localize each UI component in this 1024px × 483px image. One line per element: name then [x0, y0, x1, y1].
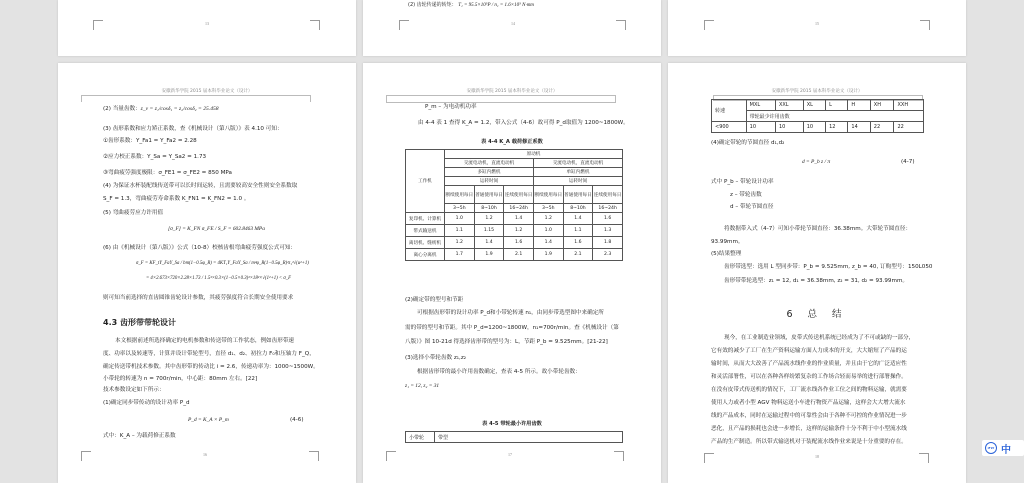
table-cell: 2.3 [593, 249, 623, 261]
paragraph-line: 齿形带选型：选用 L 型同步带：P_b = 9.525mm, z_b = 40, 订购型号：150L050 [724, 264, 933, 270]
table-cell: 1.6 [504, 237, 534, 249]
text-line: 式中：K_A – 为载荷修正系数 [103, 433, 176, 439]
margin-corner [399, 20, 409, 30]
table-cell: 离心分离机 [406, 249, 445, 261]
table-cell: 1.4 [533, 237, 563, 249]
margin-corner [704, 20, 714, 30]
table-cell: 离切机、缝纫机 [406, 237, 445, 249]
section-subtitle: (5)结果整理 [711, 251, 742, 257]
table-header: 交流电动机，直流电动机 [533, 159, 622, 168]
paragraph-line: 八版）》图 10-21d 得选择齿形带的型号为：L，节距 P_b = 9.525mm。[21-22] [405, 339, 608, 345]
table-cell: 1.2 [504, 225, 534, 237]
table-cell: 10 [803, 122, 825, 133]
table-header: 普通使用每日 [474, 186, 504, 204]
paragraph-line: 使用人力或者小型 AGV 物料运送小车进行物资产品运输，这样会大大增大流水 [711, 400, 906, 406]
table-cell: 8~10h [474, 204, 504, 213]
table-cell: 1.8 [593, 237, 623, 249]
table-row [406, 237, 623, 249]
paragraph-line: 恶化，且产品的损耗也会进一步增长，这样的运输条件十分不利于中小型流水线 [711, 426, 907, 432]
table-cell: 1.6 [593, 213, 623, 225]
table-cell: 16~24h [504, 204, 534, 213]
paragraph-line: 可根据齿形带的设计功率 P_d和小带轮转速 n₁，由同步带选型图中来确定所 [417, 310, 604, 316]
table-cell: 1.4 [563, 213, 593, 225]
paragraph-line: 将数据带入式（4-7）可知小带轮节圆直径：36.38mm。大带轮节圆直径： [724, 226, 912, 232]
table-cell: XL [803, 100, 825, 111]
table-header: 断续使用每日 [445, 186, 475, 204]
paragraph-line: 技术参数设定如下所示： [103, 387, 165, 393]
table-cell: XH [870, 100, 894, 111]
margin-corner [310, 20, 320, 30]
paragraph-line: 和灵活部署性，可以在各种各样纷繁复杂的工作场合轻而易举的进行部署操作。 [711, 374, 907, 380]
page-header: 安徽新华学院 2015 届本科毕业论文（设计） [161, 89, 253, 94]
formula-line: (2) 齿轮传递的转矩： T₁ = 95.5×10⁵P / n₁ = 1.6×10⁵ N·mm [408, 2, 534, 8]
table-row [406, 213, 623, 225]
table-cell: XXL [775, 100, 803, 111]
paragraph-line: 93.99mm。 [711, 239, 744, 245]
text-line: S_F = 1.3，弯曲疲劳寿命系数 K_FN1 = K_FN2 = 1.0 。 [103, 196, 250, 202]
header-rule [81, 95, 311, 102]
page-header: 安徽新华学院 2015 届本科毕业论文（设计） [771, 89, 863, 94]
table-header: 连续使用每日 [504, 186, 534, 204]
table-cell: 16~24h [593, 204, 623, 213]
page-number: 15 [815, 21, 819, 26]
table-header: 断续使用每日 [533, 186, 563, 204]
margin-corner [616, 20, 626, 30]
page-16 [58, 63, 356, 483]
page-number: 13 [205, 21, 209, 26]
section-subtitle: (2)确定带的型号和节距 [405, 297, 464, 303]
text-line: ②应力校正系数：Y_Sa = Y_Sa2 = 1.73 [103, 154, 207, 160]
table-row [406, 225, 623, 237]
page-number: 18 [815, 454, 819, 459]
paragraph-line: 现今，在工业制造业领域，皮带式传送机系统已经成为了不可或缺的一部分， [724, 335, 915, 341]
page-15 [668, 0, 966, 56]
paragraph-line: 度、功率以及转速等，计算并设计带轮型号，直径 d₁、d₂、初拉力 F₀和压轴力 F_Q， [103, 351, 315, 357]
text-line: d – 带轮节圆直径 [730, 204, 774, 210]
table-header: 连续使用每日 [593, 186, 623, 204]
section-title: 4.3 齿形带带轮设计 [103, 318, 176, 327]
page-14 [363, 0, 661, 56]
formula: d = P_b z / π [802, 159, 831, 165]
table-cell: 1.7 [445, 249, 475, 261]
paragraph-line: 根据齿形带的最小许用齿数确定，查表 4-5 所示。故小带轮齿数： [417, 369, 581, 375]
page-number: 17 [508, 452, 512, 457]
paragraph-line: 线的产品成本，同时在运输过程中的可靠性会由于各种不可控的作业情况进一步 [711, 413, 907, 419]
table-header: 普通使用每日 [563, 186, 593, 204]
formula: P_d = K_A × P_m [188, 417, 229, 423]
text-line: 则可知当前选择的直齿圆锥齿轮设计参数，其疲劳强度符合长期安全使用要求 [103, 295, 294, 301]
text-line: (3) 齿形系数和应力矫正系数，查《机械设计（第八版）》表 4.10 可知： [103, 126, 283, 132]
paragraph-line: 在没有皮带式传送机的情况下，工厂流水线各作业工位之间的物料运输，就需要 [711, 387, 907, 393]
table-cell: 1.9 [533, 249, 563, 261]
paragraph-line: 输时间，从而大大改善了产品流水线作业的作业质量，并且由于它的广泛适应性 [711, 361, 907, 367]
margin-corner [704, 453, 714, 463]
text-line: z – 带轮齿数 [730, 192, 762, 198]
table-cell: 转速 [712, 100, 747, 122]
table-cell: 2.1 [563, 249, 593, 261]
paragraph-line: 本文根据前述所选择确定的电机参数和传送带的工作状态，例如齿形带速 [115, 338, 295, 344]
paragraph-line: 需的带的型号和节距。其中 P_d=1200~1800W，n₁=700r/min。查《机械设计（第 [405, 325, 619, 331]
page-number: 14 [511, 21, 515, 26]
table-cell: 22 [870, 122, 894, 133]
table-cell: 1.0 [445, 213, 475, 225]
formula: σ_F = KF_tY_FaY_Sa / bm(1−0.5φ_R) = 4KT₁Y_FaY_Sa / m³φ_R(1−0.5φ_R)²z₁²√(u²+1) [136, 261, 309, 266]
table-cell: 带式输送机 [406, 225, 445, 237]
table-cell: 22 [894, 122, 924, 133]
text-line: (5) 弯曲疲劳应力许用值 [103, 210, 164, 216]
table-caption: 表 4-5 带轮最小许用齿数 [482, 421, 542, 427]
table-header: 原动机 [445, 150, 623, 159]
table-cell: 12 [826, 122, 848, 133]
paragraph-line: 齿形带带轮选型：z₁ = 12, d₁ = 36.38mm, z₂ = 31, d₂ = 93.99mm。 [724, 278, 908, 284]
table-header: 交流电动机，直流电动机 [445, 159, 534, 168]
table-cell: 1.1 [445, 225, 475, 237]
load-factor-table [405, 149, 623, 261]
page-18 [668, 63, 966, 483]
table-cell: 1.4 [504, 213, 534, 225]
table-cell: 带轮最少许用齿数 [746, 111, 923, 122]
table-cell: 小带轮 [406, 432, 435, 443]
teeth-speed-table [711, 99, 924, 133]
table-cell: H [848, 100, 870, 111]
table-cell: 1.15 [474, 225, 504, 237]
table-header: 多缸内燃机 [445, 168, 534, 177]
margin-corner [93, 20, 103, 30]
table-cell: MXL [746, 100, 775, 111]
table-cell: 1.4 [474, 237, 504, 249]
table-cell: 10 [775, 122, 803, 133]
table-row [406, 249, 623, 261]
section-subtitle: (3)选择小带轮齿数 z₁,z₂ [405, 355, 466, 361]
paragraph-line: (1)确定同步带传动的设计功率 P_d [103, 400, 190, 406]
ifly-logo-icon[interactable]: iFLY [985, 442, 997, 454]
chapter-title: 6 总 结 [786, 309, 848, 320]
formula: [σ_F] = K_FN σ_FE / S_F = 602.8463 MPa [168, 226, 265, 232]
margin-corner [386, 451, 396, 461]
table-cell: 2.1 [504, 249, 534, 261]
header-rule [386, 95, 616, 103]
formula: z₁ = 12, z₂ = 31 [405, 383, 440, 389]
table-cell: 1.0 [533, 225, 563, 237]
table-cell: <900 [712, 122, 747, 133]
ime-language-toggle[interactable]: 中 [1001, 444, 1011, 456]
table-cell: 3~5h [533, 204, 563, 213]
text-line: P_m – 为电动机功率 [425, 104, 477, 110]
table-cell: 1.2 [533, 213, 563, 225]
table-header: 工作机 [406, 150, 445, 213]
table-cell: 1.2 [445, 237, 475, 249]
margin-corner [919, 453, 929, 463]
ime-toolbar[interactable] [982, 440, 1024, 456]
table-cell: XXH [894, 100, 924, 111]
table-cell: 1.1 [563, 225, 593, 237]
table-header: 运转时间 [533, 177, 622, 186]
paragraph-line: 它有效的减少了工厂在生产资料运输方面人力成本的开支，大大缩短了产品的运 [711, 348, 907, 354]
table-cell: 10 [746, 122, 775, 133]
table-cell: L [826, 100, 848, 111]
text-line: ①齿形系数：Y_Fa1 = Y_Fa2 = 2.28 [103, 138, 197, 144]
table-cell: 1.3 [593, 225, 623, 237]
page-number: 16 [203, 452, 207, 457]
equation-number: (4-7) [901, 159, 915, 165]
text-line: (4) 为保证水杯装配线传送带可以长时间运转，且需要较高安全性则安全系数取 [103, 183, 298, 189]
margin-corner [81, 451, 91, 461]
paragraph-line: 产品的生产制造。所以带式输送机对于装配流水线作业来说是十分重要的存在。 [711, 439, 907, 445]
margin-corner [920, 20, 930, 30]
text-line: ③弯曲疲劳强度极限：σ_FE1 = σ_FE2 = 850 MPa [103, 170, 232, 176]
page-header: 安徽新华学院 2015 届本科毕业论文（设计） [466, 89, 558, 94]
margin-corner [309, 451, 319, 461]
table-cell: 14 [848, 122, 870, 133]
text-line: 由 4-4 表 1 查得 K_A = 1.2，带入公式（4-6）故可得 P_d取值为 1200~1800W。 [418, 120, 629, 126]
page-17 [363, 63, 661, 483]
section-subtitle: (4)确定带轮的节圆直径 d₁,d₂ [711, 140, 785, 146]
table-cell: 1.2 [474, 213, 504, 225]
paragraph-line: 确定传送带机技术参数。其中齿形带的传动比 i = 2.6，传递功率为：1000~1500W。 [103, 364, 319, 370]
table-cell: 1.6 [563, 237, 593, 249]
paragraph-line: 小带轮的转速为 n = 700r/min，中心距：80mm 左右。[22] [103, 376, 258, 382]
page-13 [58, 0, 356, 56]
table-cell: 8~10h [563, 204, 593, 213]
formula: = 4×2.673×720×2.28×1.73 / 1.5³×0.3×(1−0.5×0.3)²×18²×√(1²+1) < σ_F [146, 276, 292, 281]
text-line: (6) 由《机械设计（第八版）》公式（10-8）校核齿根弯曲疲劳强度公式可知： [103, 245, 297, 251]
table-cell: 复印机、计算机 [406, 213, 445, 225]
table-cell: 1.9 [474, 249, 504, 261]
margin-corner [614, 451, 624, 461]
table-header: 单缸内燃机 [533, 168, 622, 177]
equation-number: (4-6) [290, 417, 304, 423]
table-header: 运转时间 [445, 177, 534, 186]
table-caption: 表 4-4 K_A 载荷修正系数 [481, 139, 543, 145]
text-line: (2) 当量齿数：z_v = z₁/cosδ₁ = z₂/cosδ₂ = 25.458 [103, 106, 219, 112]
table-cell: 带型 [435, 432, 623, 443]
text-line: 式中 P_b – 带轮设计功率 [711, 179, 774, 185]
table-cell: 3~5h [445, 204, 475, 213]
min-teeth-table [405, 431, 623, 443]
